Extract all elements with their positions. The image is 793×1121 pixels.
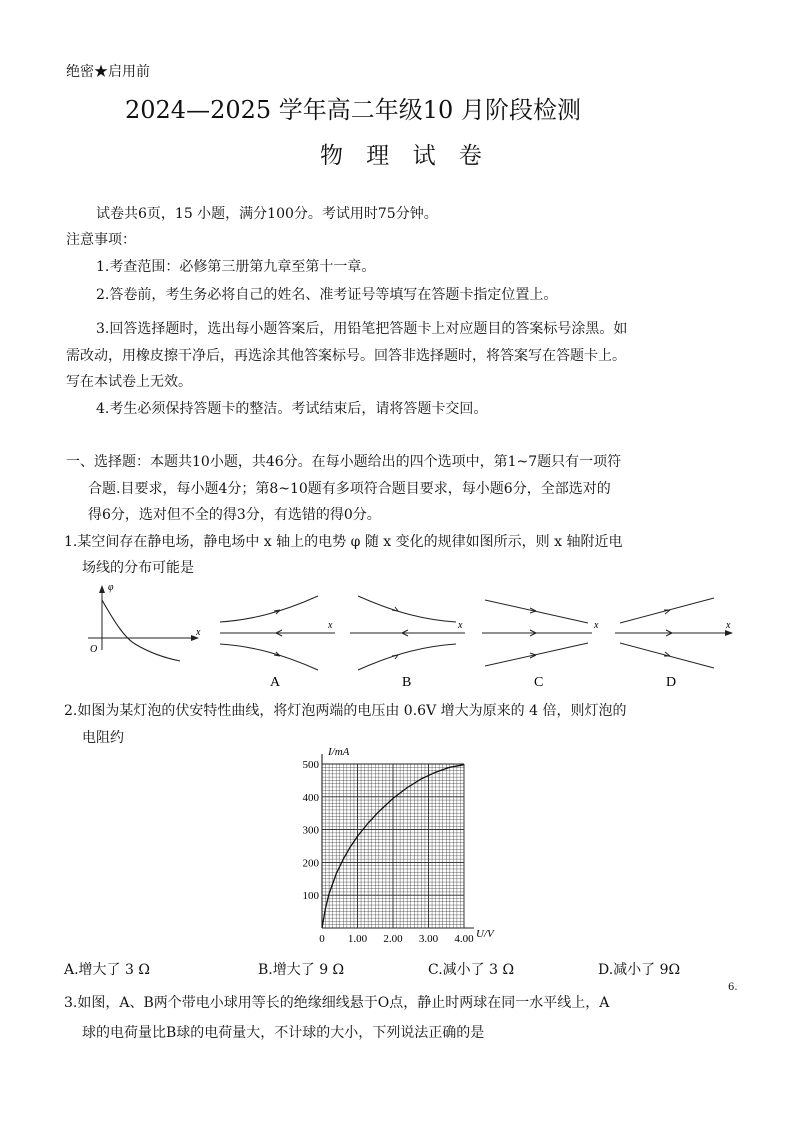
option-d-figure bbox=[615, 598, 732, 690]
option-b-x-label: x bbox=[458, 620, 463, 631]
q2-choice-c: C.减小了 3 Ω bbox=[428, 962, 515, 978]
option-c-label: C bbox=[534, 675, 544, 690]
q1-line2: 场线的分布可能是 bbox=[82, 560, 194, 576]
x-axis-label: U/V bbox=[476, 928, 494, 940]
option-c-figure bbox=[482, 600, 599, 690]
y-axis-label: I/mA bbox=[328, 746, 350, 758]
margin-note: 6. bbox=[728, 982, 738, 993]
phi-x-graph bbox=[88, 582, 201, 661]
chart-grid bbox=[322, 754, 474, 928]
y-tick-label: 300 bbox=[302, 824, 319, 837]
origin-label: O bbox=[90, 644, 98, 655]
q2-choice-b: B.增大了 9 Ω bbox=[258, 962, 345, 978]
option-b-label: B bbox=[402, 675, 412, 690]
y-tick-label: 100 bbox=[302, 890, 319, 903]
option-a-figure bbox=[220, 596, 335, 690]
option-c-x-label: x bbox=[594, 620, 599, 631]
note-3-line2: 需改动，用橡皮擦干净后，再选涂其他答案标号。回答非选择题时，将答案写在答题卡上。 bbox=[66, 348, 626, 364]
note-3-line3: 写在本试卷上无效。 bbox=[66, 374, 192, 390]
note-4: 4.考生必须保持答题卡的整洁。考试结束后，请将答题卡交回。 bbox=[96, 401, 488, 417]
section1-line2: 合题.目要求，每小题4分；第8~10题有多项符合题目要求，每小题6分，全部选对的 bbox=[88, 481, 611, 497]
q2-line2: 电阻约 bbox=[82, 730, 124, 746]
option-a-label: A bbox=[270, 675, 281, 690]
exam-subtitle: 物 理 试 卷 bbox=[320, 143, 490, 169]
x-tick-label: 3.00 bbox=[418, 933, 439, 945]
x-tick-label: 1.00 bbox=[347, 933, 368, 945]
q2-line1: 2.如图为某灯泡的伏安特性曲线，将灯泡两端的电压由 0.6V 增大为原来的 4 倍，则灯泡的 bbox=[64, 703, 627, 719]
secret-label: 绝密★启用前 bbox=[66, 64, 150, 80]
x-tick-label: 2.00 bbox=[383, 933, 403, 945]
q3-line2: 球的电荷量比B球的电荷量大，不计球的大小，下列说法正确的是 bbox=[82, 1025, 485, 1041]
q3-line1: 3.如图，A、B两个带电小球用等长的绝缘细线悬于O点，静止时两球在同一水平线上，A bbox=[64, 995, 610, 1011]
q2-choice-a: A.增大了 3 Ω bbox=[64, 962, 150, 978]
iv-chart bbox=[290, 745, 510, 950]
x-tick-label: 0 bbox=[319, 933, 325, 945]
q2-choice-d: D.减小了 9Ω bbox=[598, 962, 681, 978]
option-a-x-label: x bbox=[328, 620, 333, 631]
y-tick-label: 400 bbox=[302, 791, 319, 804]
note-1: 1.考查范围：必修第三册第九章至第十一章。 bbox=[96, 259, 376, 275]
phi-curve bbox=[102, 600, 180, 661]
note-2: 2.答卷前，考生务必将自己的姓名、准考证号等填写在答题卡指定位置上。 bbox=[96, 287, 558, 303]
section1-line1: 一、选择题：本题共10小题，共46分。在每小题给出的四个选项中，第1~7题只有一项符 bbox=[66, 454, 622, 470]
y-tick-label: 200 bbox=[302, 857, 319, 870]
option-d-label: D bbox=[666, 675, 677, 690]
option-b-figure bbox=[350, 596, 465, 690]
exam-title: 2024—2025 学年高二年级10 月阶段检测 bbox=[125, 96, 581, 124]
x-tick-label: 4.00 bbox=[454, 933, 474, 945]
phi-label: φ bbox=[108, 582, 114, 593]
q1-line1: 1.某空间存在静电场，静电场中 x 轴上的电势 φ 随 x 变化的规律如图所示，则 x 轴附近电 bbox=[64, 534, 623, 550]
x-label: x bbox=[196, 627, 201, 638]
intro-line: 试卷共6页，15 小题，满分100分。考试用时75分钟。 bbox=[96, 206, 438, 222]
note-3-line1: 3.回答选择题时，选出每小题答案后，用铅笔把答题卡上对应题目的答案标号涂黑。如 bbox=[96, 321, 628, 337]
section1-line3: 得6分，选对但不全的得3分，有选错的得0分。 bbox=[88, 507, 381, 523]
y-tick-label: 500 bbox=[302, 759, 319, 771]
notes-title: 注意事项： bbox=[66, 232, 136, 248]
option-d-x-label: x bbox=[726, 620, 731, 631]
q1-figures bbox=[80, 578, 740, 693]
